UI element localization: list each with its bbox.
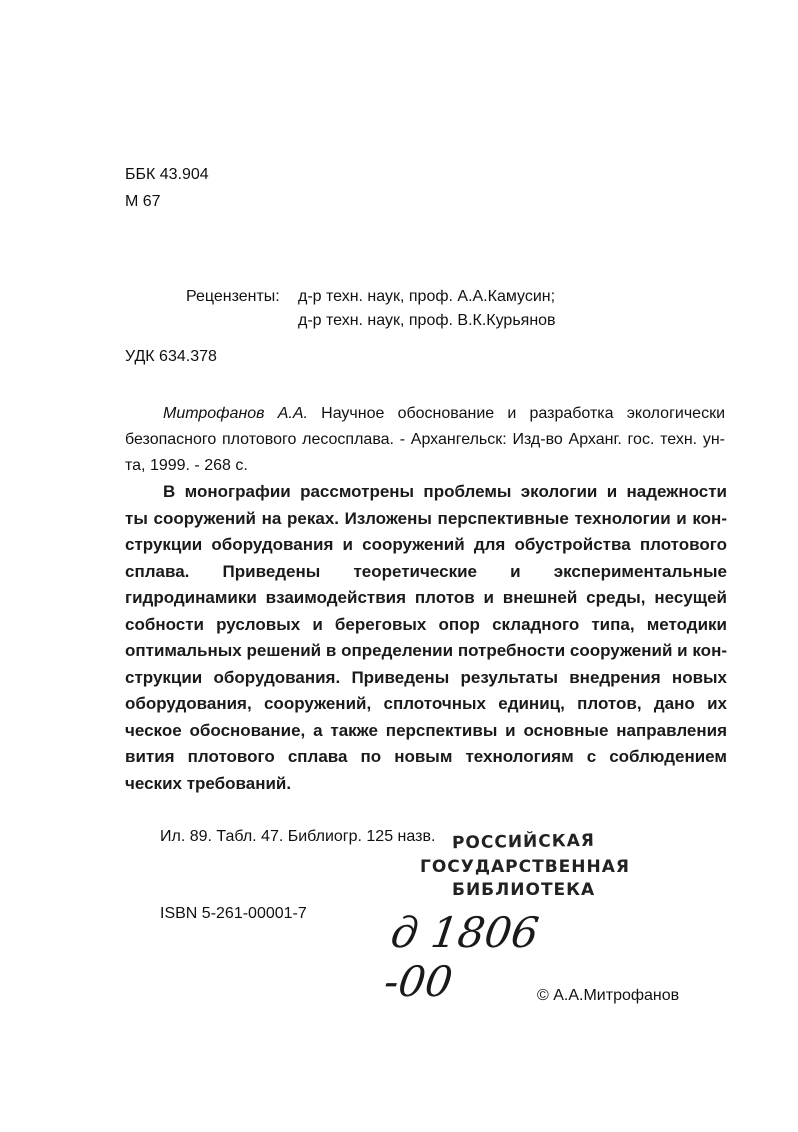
illustrations-note: Ил. 89. Табл. 47. Библиогр. 125 назв. [160, 828, 436, 845]
abstract-line: струкции оборудования и сооружений для обустройства плотового [125, 535, 727, 554]
abstract-line: оптимальных решений в определении потребности сооружений и кон- [125, 641, 727, 660]
handwritten-number-text: д 1806 -00 [381, 908, 542, 1006]
copyright: © А.А.Митрофанов [537, 987, 680, 1004]
reviewer-1: д-р техн. наук, проф. А.А.Камусин; [298, 288, 556, 305]
udk-code: УДК 634.378 [125, 348, 217, 365]
stamp-line-3: БИБЛИОТЕКА [452, 880, 596, 900]
bibliographic-citation [125, 401, 725, 479]
stamp-line-2: ГОСУДАРСТВЕННАЯ [420, 857, 630, 877]
stamp-line-1: РОССИЙСКАЯ [451, 830, 596, 854]
abstract-line: гидродинамики взаимодействия плотов и внешней среды, несущей [125, 588, 727, 607]
citation-author: Митрофанов А.А. [163, 405, 308, 422]
bbk-code: ББК 43.904 [125, 166, 209, 183]
abstract-line: ческих требований. [125, 773, 292, 793]
library-stamp [410, 826, 630, 906]
abstract-line: ты сооружений на реках. Изложены перспективные технологии и кон- [125, 508, 727, 528]
handwritten-inventory-number [381, 908, 598, 1006]
citation-text: Научное обоснование и разработка экологически безопасного плотового лесосплава. - Архангельск: Изд-во Арханг. гос. техн. ун-та, 1999. - 268 с. [125, 405, 726, 474]
reviewers-label: Рецензенты: [186, 288, 280, 305]
abstract [125, 479, 727, 797]
reviewer-2: д-р техн. наук, проф. В.К.Курьянов [298, 312, 556, 329]
abstract-line: струкции оборудования. Приведены результаты внедрения новых [125, 667, 727, 687]
abstract-line: вития плотового сплава по новым технологиям с соблюдением [125, 747, 727, 766]
author-code: М 67 [125, 193, 161, 210]
isbn: ISBN 5-261-00001-7 [160, 905, 307, 922]
abstract-line: оборудования, сооружений, сплоточных единиц, плотов, дано их [125, 694, 727, 713]
abstract-line: В монографии рассмотрены проблемы экологии и надежности [163, 482, 727, 501]
abstract-line: собности русловых и береговых опор складного типа, методики [125, 614, 727, 634]
abstract-line: сплава. Приведены теоретические и экспериментальные [125, 561, 727, 581]
abstract-line: ческое обоснование, а также перспективы и основные направления [125, 720, 727, 740]
